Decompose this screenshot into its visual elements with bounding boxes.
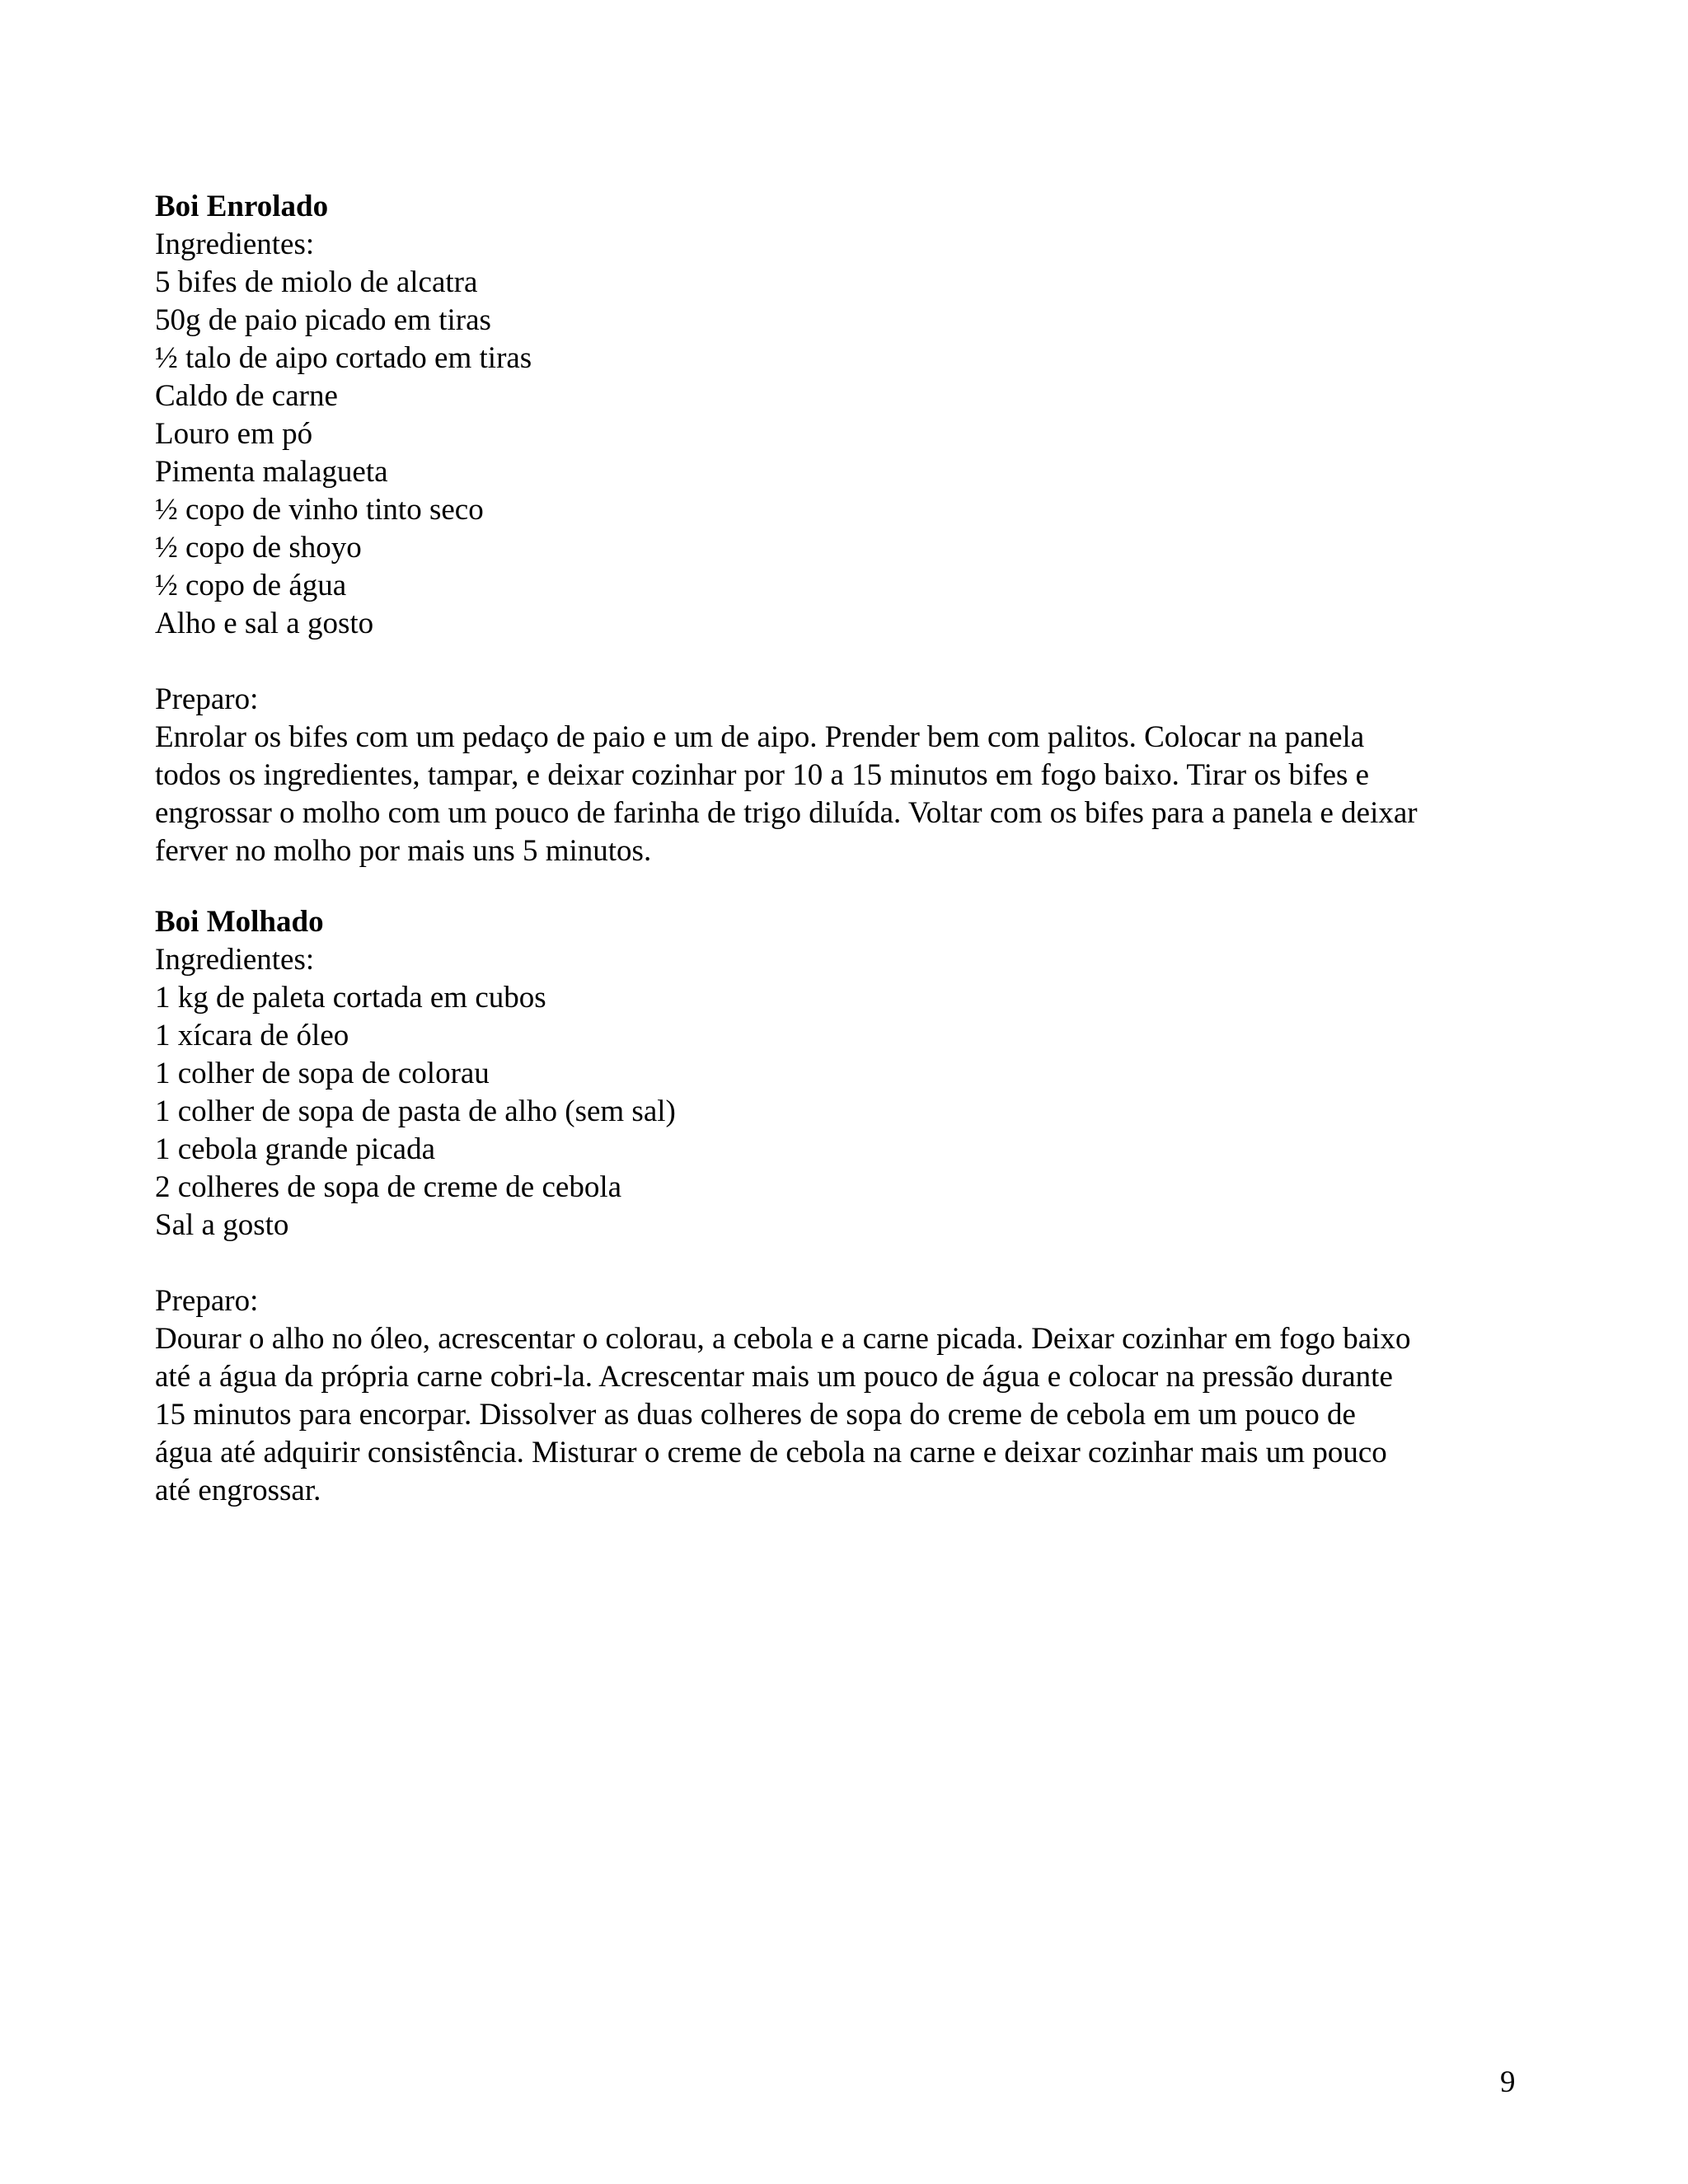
preparation-line: água até adquirir consistência. Misturar o creme de cebola na carne e deixar cozinhar mais um pouco [155,1436,1387,1469]
ingredient-item: 1 colher de sopa de pasta de alho (sem sal) [155,1094,676,1128]
preparation-label: Preparo: [155,682,259,716]
ingredient-item: 2 colheres de sopa de creme de cebola [155,1170,622,1204]
preparation-line: Enrolar os bifes com um pedaço de paio e um de aipo. Prender bem com palitos. Colocar na panela [155,720,1365,754]
page-number: 9 [1500,2065,1516,2099]
document-body [155,188,1540,1510]
ingredient-item: Sal a gosto [155,1208,289,1242]
preparation-line: 15 minutos para encorpar. Dissolver as duas colheres de sopa do creme de cebola em um pouco de [155,1398,1356,1432]
preparation-text [155,719,1540,870]
ingredient-item: ½ copo de água [155,569,347,602]
ingredients-label: Ingredientes: [155,943,315,977]
recipe-boi-enrolado [155,188,1540,870]
preparation-label: Preparo: [155,1284,259,1318]
recipe-title: Boi Molhado [155,905,324,939]
ingredient-item: ½ copo de vinho tinto seco [155,493,484,527]
ingredients-list [155,264,1540,643]
ingredient-item: 1 colher de sopa de colorau [155,1057,490,1090]
ingredient-item: 1 xícara de óleo [155,1019,349,1052]
ingredient-item: ½ talo de aipo cortado em tiras [155,341,532,375]
recipe-title: Boi Enrolado [155,190,329,223]
preparation-text [155,1320,1540,1510]
ingredient-item: Louro em pó [155,417,313,451]
ingredient-item: Alho e sal a gosto [155,607,374,640]
ingredient-item: 1 cebola grande picada [155,1132,436,1166]
ingredient-item: 1 kg de paleta cortada em cubos [155,981,546,1015]
preparation-line: todos os ingredientes, tampar, e deixar cozinhar por 10 a 15 minutos em fogo baixo. Tirar os bifes e [155,758,1370,792]
ingredient-item: Pimenta malagueta [155,455,388,489]
ingredients-label: Ingredientes: [155,227,315,261]
ingredient-item: ½ copo de shoyo [155,531,362,565]
preparation-line: engrossar o molho com um pouco de farinha de trigo diluída. Voltar com os bifes para a panela e deixar [155,796,1418,830]
ingredient-item: 5 bifes de miolo de alcatra [155,265,478,299]
ingredient-item: Caldo de carne [155,379,338,413]
recipe-boi-molhado [155,903,1540,1510]
ingredient-item: 50g de paio picado em tiras [155,303,491,337]
preparation-line: até a água da própria carne cobri-la. Acrescentar mais um pouco de água e colocar na pressão durante [155,1360,1393,1394]
preparation-line: ferver no molho por mais uns 5 minutos. [155,834,652,868]
ingredients-list [155,979,1540,1244]
preparation-line: Dourar o alho no óleo, acrescentar o colorau, a cebola e a carne picada. Deixar cozinhar em fogo baixo [155,1322,1411,1356]
preparation-line: até engrossar. [155,1474,321,1507]
